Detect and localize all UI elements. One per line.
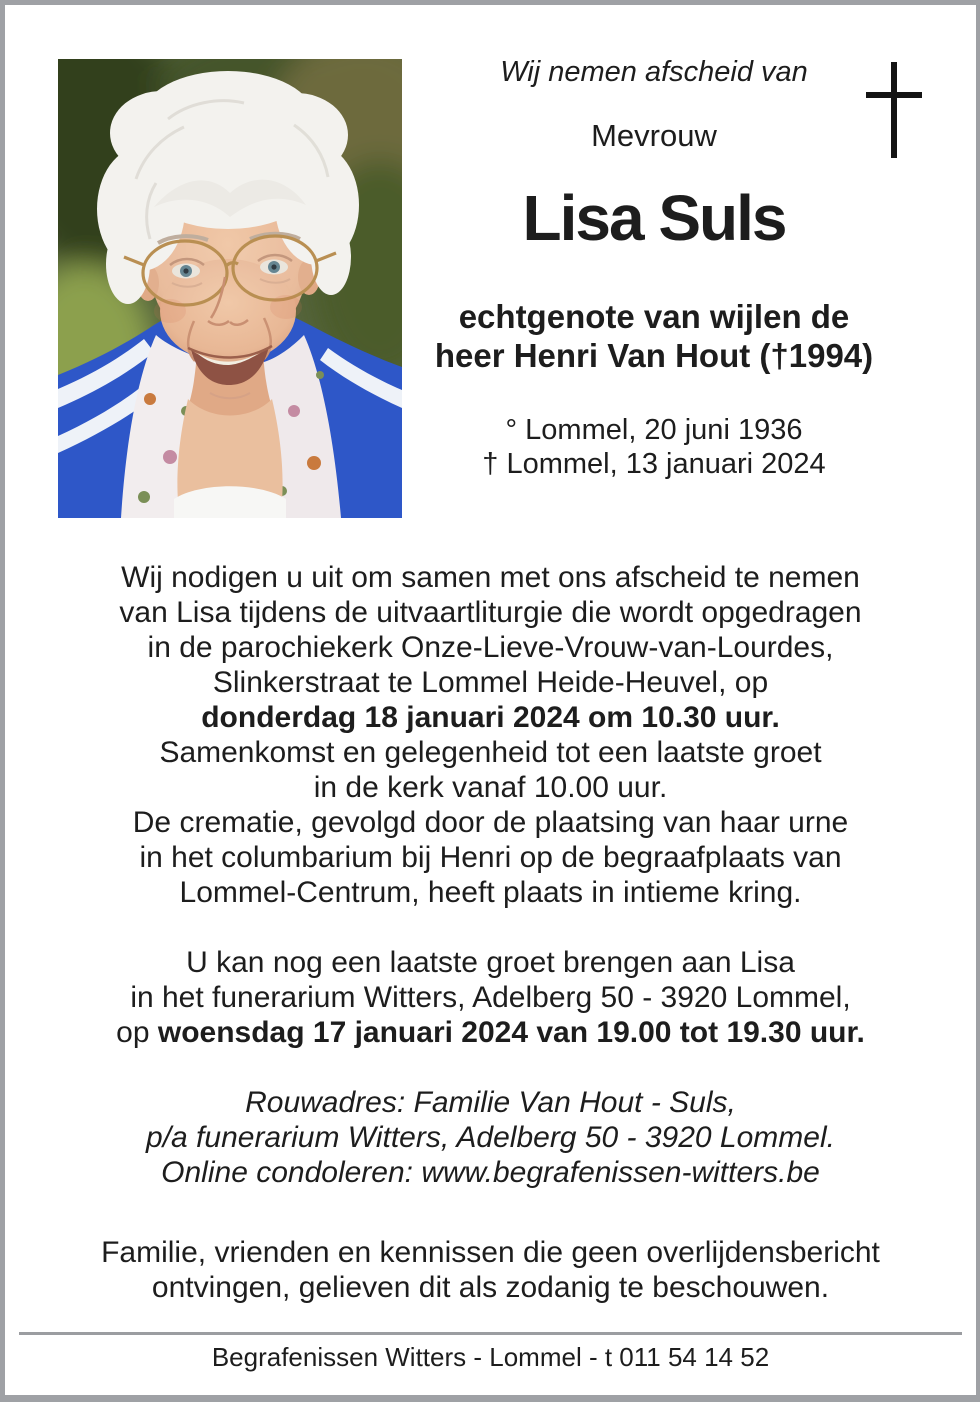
footer-divider — [19, 1332, 962, 1335]
salutation: Mevrouw — [591, 118, 717, 153]
invitation-line: Lommel-Centrum, heeft plaats in intieme kring. — [179, 876, 802, 909]
service-datetime: donderdag 18 januari 2024 om 10.30 uur. — [201, 701, 780, 734]
invitation-line: in de parochiekerk Onze-Lieve-Vrouw-van-Lourdes, — [147, 631, 834, 664]
birth-date-line: ° Lommel, 20 juni 1936 — [505, 414, 803, 446]
announcement-body — [5, 560, 976, 1305]
deceased-name: Lisa Suls — [522, 182, 786, 254]
relation-line: heer Henri Van Hout (†1994) — [434, 337, 874, 374]
invitation-line: Samenkomst en gelegenheid tot een laatste groet — [159, 736, 822, 769]
invitation-paragraph — [5, 560, 976, 910]
invitation-line: in het columbarium bij Henri op de begraafplaats van — [139, 841, 842, 874]
portrait-photo — [58, 59, 402, 518]
invitation-line: Wij nodigen u uit om samen met ons afscheid te nemen — [121, 561, 860, 594]
visitation-line: in het funerarium Witters, Adelberg 50 - 3920 Lommel, — [130, 981, 851, 1014]
invitation-line: De crematie, gevolgd door de plaatsing van haar urne — [132, 806, 849, 839]
notice-paragraph — [5, 1235, 976, 1305]
life-dates — [402, 413, 906, 481]
relation-line: echtgenote van wijlen de — [458, 298, 850, 335]
funeral-home-footer: Begrafenissen Witters - Lommel - t 011 54 14 52 — [211, 1342, 770, 1372]
mourning-address-line: Rouwadres: Familie Van Hout - Suls, — [245, 1086, 736, 1119]
invitation-line: Slinkerstraat te Lommel Heide-Heuvel, op — [212, 666, 769, 699]
mourning-address-line: p/a funerarium Witters, Adelberg 50 - 3920 Lommel. — [146, 1121, 835, 1154]
death-date-line: † Lommel, 13 januari 2024 — [482, 448, 826, 480]
intro-line: Wij nemen afscheid van — [500, 56, 808, 88]
portrait-photo-illustration — [58, 59, 402, 518]
visitation-datetime: woensdag 17 januari 2024 van 19.00 tot 19.30 uur. — [157, 1016, 865, 1049]
visitation-line: op woensdag 17 januari 2024 van 19.00 tot 19.30 uur. — [116, 1016, 865, 1049]
invitation-line: in de kerk vanaf 10.00 uur. — [313, 771, 668, 804]
mourning-address-paragraph — [5, 1085, 976, 1190]
notice-line: ontvingen, gelieven dit als zodanig te beschouwen. — [151, 1271, 830, 1304]
visitation-line: U kan nog een laatste groet brengen aan Lisa — [186, 946, 795, 979]
online-condolence-line: Online condoleren: www.begrafenissen-witters.be — [161, 1156, 820, 1189]
relation-text — [402, 297, 906, 375]
invitation-line: van Lisa tijdens de uitvaartliturgie die wordt opgedragen — [119, 596, 862, 629]
notice-line: Familie, vrienden en kennissen die geen overlijdensbericht — [101, 1236, 880, 1269]
visitation-paragraph — [5, 945, 976, 1050]
